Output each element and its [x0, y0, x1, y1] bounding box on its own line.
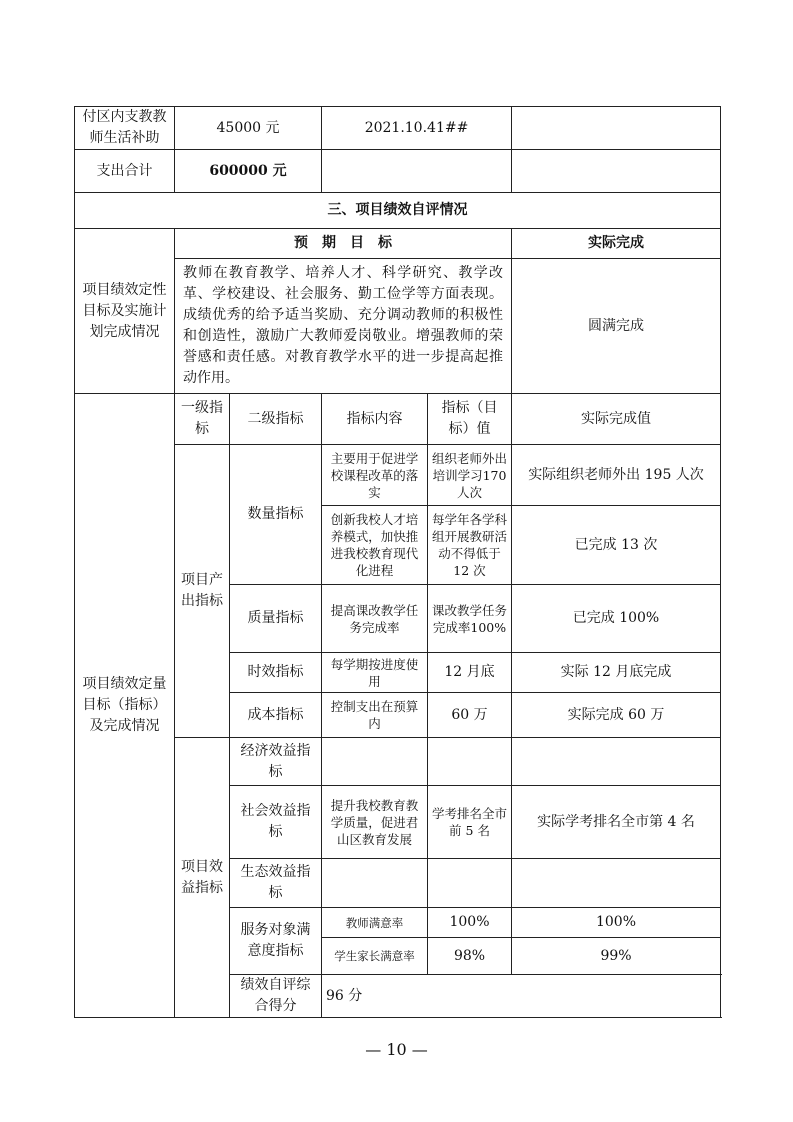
cost-content: 控制支出在预算内 — [322, 693, 428, 738]
social-label: 社会效益指标 — [230, 786, 322, 859]
total-empty-2 — [512, 150, 721, 193]
expense-item: 付区内支教教师生活补助 — [75, 107, 175, 150]
header-level1: 一级指标 — [175, 394, 230, 445]
cost-target: 60 万 — [428, 693, 512, 738]
qualitative-header-row — [75, 229, 721, 259]
ecological-actual — [512, 859, 721, 908]
quantity-label: 数量指标 — [230, 445, 322, 585]
ecological-target — [428, 859, 512, 908]
satisfaction-target-2: 98% — [428, 938, 512, 975]
satisfaction-actual-2: 99% — [512, 938, 721, 975]
goal-text: 教师在教育教学、培养人才、科学研究、教学改革、学校建设、社会服务、勤工俭学等方面表现。成绩优秀的给予适当奖励、充分调动教师的积极性和创造性，激励广大教师爱岗敬业。增强教师的荣誉感和责任感。对教育教学水平的进一步提高起推动作用。 — [175, 259, 512, 394]
economic-actual — [512, 738, 721, 786]
economic-content — [322, 738, 428, 786]
quality-target: 课改教学任务完成率100% — [428, 585, 512, 653]
expense-row — [75, 107, 721, 150]
quality-actual: 已完成 100% — [512, 585, 721, 653]
header-content: 指标内容 — [322, 394, 428, 445]
expense-note — [512, 107, 721, 150]
satisfaction-target-1: 100% — [428, 908, 512, 938]
social-content: 提升我校教育教学质量，促进君山区教育发展 — [322, 786, 428, 859]
quantity-actual-2: 已完成 13 次 — [512, 506, 721, 585]
quantity-content-1: 主要用于促进学校课程改革的落实 — [322, 445, 428, 506]
quantity-target-2: 每学年各学科组开展教研活动不得低于 12 次 — [428, 506, 512, 585]
timeliness-target: 12 月底 — [428, 653, 512, 693]
actual-header: 实际完成 — [512, 229, 721, 259]
quantity-actual-1: 实际组织老师外出 195 人次 — [512, 445, 721, 506]
economic-target — [428, 738, 512, 786]
satisfaction-content-1: 教师满意率 — [322, 908, 428, 938]
quantity-content-2: 创新我校人才培养模式，加快推进我校教育现代化进程 — [322, 506, 428, 585]
score-label: 绩效自评综合得分 — [230, 975, 322, 1018]
section-title: 三、项目绩效自评情况 — [75, 193, 721, 229]
total-amount: 600000 元 — [175, 150, 322, 193]
header-target: 指标（目标）值 — [428, 394, 512, 445]
quality-label: 质量指标 — [230, 585, 322, 653]
quantity-target-1: 组织老师外出培训学习170 人次 — [428, 445, 512, 506]
timeliness-content: 每学期按进度使用 — [322, 653, 428, 693]
economic-label: 经济效益指标 — [230, 738, 322, 786]
ecological-label: 生态效益指标 — [230, 859, 322, 908]
quality-content: 提高课改教学任务完成率 — [322, 585, 428, 653]
timeliness-label: 时效指标 — [230, 653, 322, 693]
total-empty-1 — [322, 150, 512, 193]
benefit-label: 项目效益指标 — [175, 738, 230, 1018]
output-label: 项目产出指标 — [175, 445, 230, 738]
expense-amount: 45000 元 — [175, 107, 322, 150]
satisfaction-label: 服务对象满意度指标 — [230, 908, 322, 975]
satisfaction-actual-1: 100% — [512, 908, 721, 938]
header-actual: 实际完成值 — [512, 394, 721, 445]
social-target: 学考排名全市前 5 名 — [428, 786, 512, 859]
timeliness-actual: 实际 12 月底完成 — [512, 653, 721, 693]
satisfaction-content-2: 学生家长满意率 — [322, 938, 428, 975]
header-level2: 二级指标 — [230, 394, 322, 445]
qualitative-label: 项目绩效定性目标及实施计划完成情况 — [75, 229, 175, 394]
cost-actual: 实际完成 60 万 — [512, 693, 721, 738]
total-row — [75, 150, 721, 193]
cost-label: 成本指标 — [230, 693, 322, 738]
social-actual: 实际学考排名全市第 4 名 — [512, 786, 721, 859]
quantitative-label: 项目绩效定量目标（指标）及完成情况 — [75, 394, 175, 1018]
section-row — [75, 193, 721, 229]
performance-table — [74, 106, 721, 1018]
ecological-content — [322, 859, 428, 908]
expense-date: 2021.10.41## — [322, 107, 512, 150]
actual-text: 圆满完成 — [512, 259, 721, 394]
goal-header: 预 期 目 标 — [175, 229, 512, 259]
page-number: — 10 — — [365, 1040, 428, 1059]
total-label: 支出合计 — [75, 150, 175, 193]
quant-header-row — [75, 394, 721, 445]
score-value: 96 分 — [322, 975, 721, 1018]
